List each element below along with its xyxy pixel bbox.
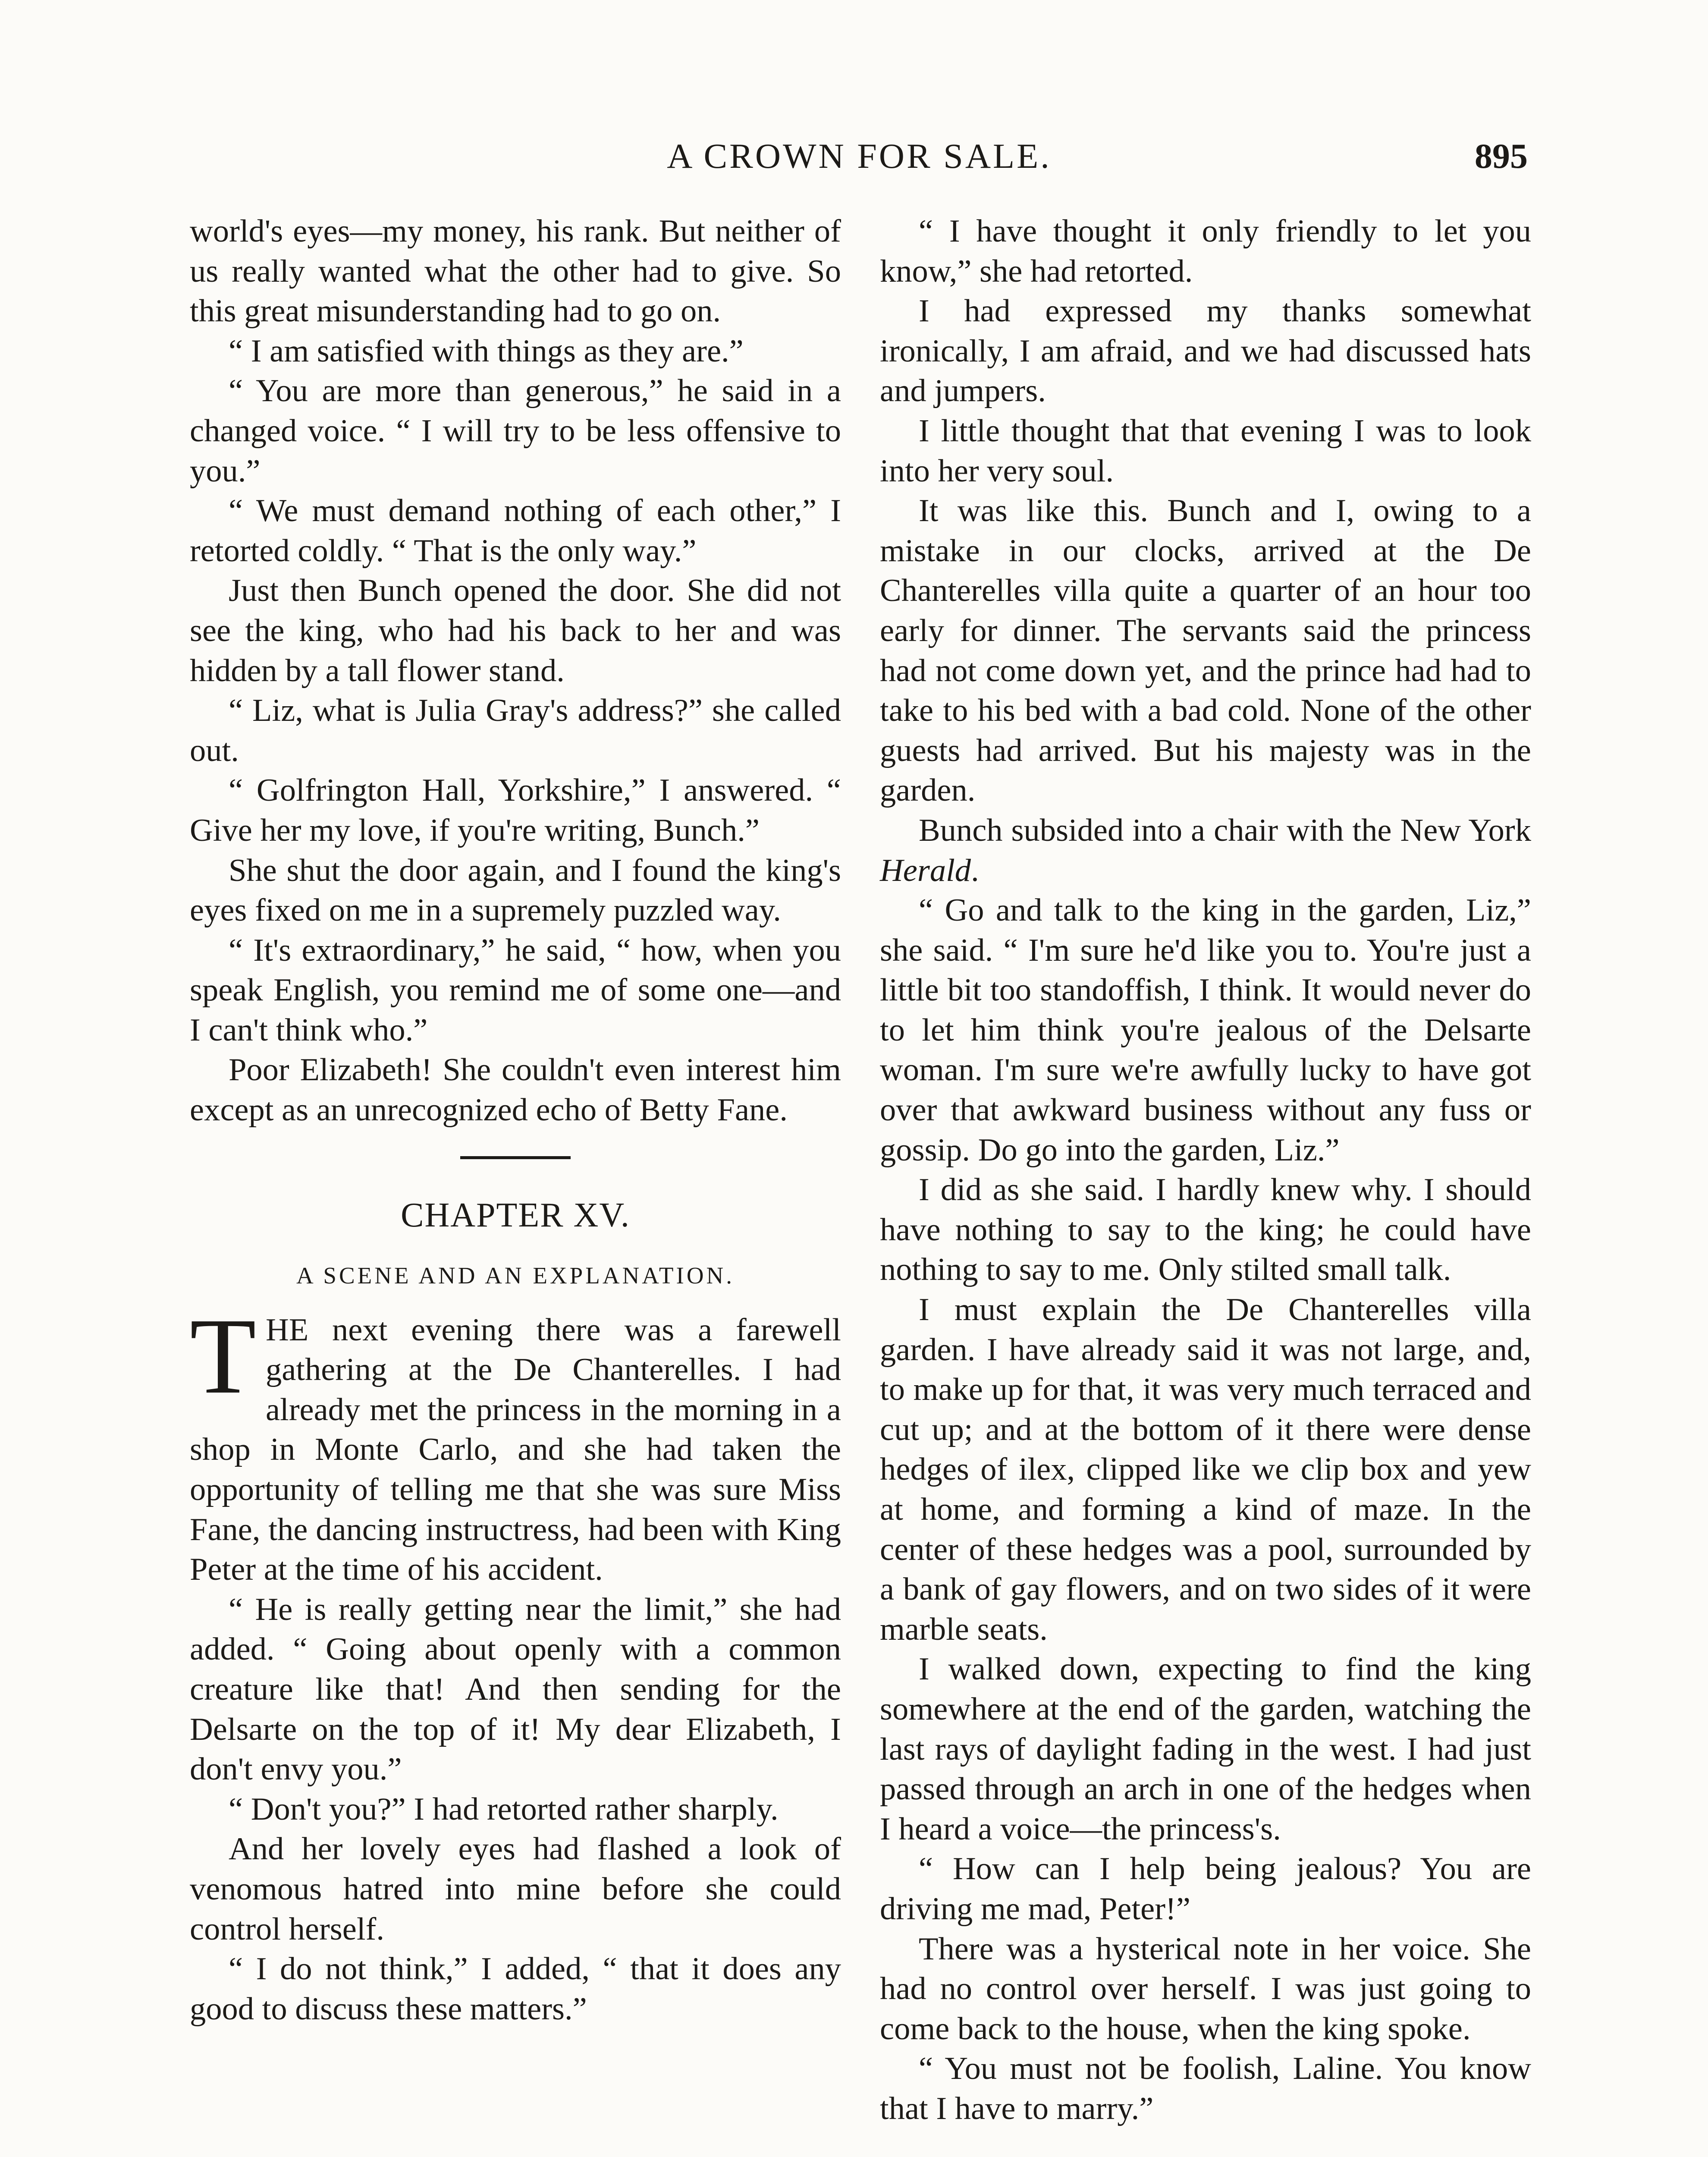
chapter-opening-paragraph <box>190 1295 841 1590</box>
paragraph: “ How can I help being jealous? You are driving me mad, Peter!” <box>880 1851 1531 1927</box>
paragraph-herald <box>880 811 1531 890</box>
paragraph: Just then Bunch opened the door. She did not see the king, who had his back to her and was hidden by a tall flower stand. <box>190 573 841 689</box>
paragraph: I had expressed my thanks somewhat ironically, I am afraid, and we had discussed hats and jumpers. <box>880 293 1531 409</box>
paragraph: “ Golfrington Hall, Yorkshire,” I answered. “ Give her my love, if you're writing, Bunch.” <box>190 773 841 848</box>
paragraph: She shut the door again, and I found the king's eyes fixed on me in a supremely puzzled way. <box>190 852 841 928</box>
chapter-subtitle: A SCENE AND AN EXPLANATION. <box>296 1262 735 1289</box>
newspaper-title: Herald <box>880 852 971 888</box>
paragraph: world's eyes—my money, his rank. But neither of us really wanted what the other had to give. So this great misunderstanding had to go on. <box>190 214 841 329</box>
running-title: A CROWN FOR SALE. <box>667 136 1052 176</box>
chapter-opening-text: HE next evening there was a farewell gathering at the De Chanterelles. I had already met the princess in the morning in a shop in Monte Carlo, and she had taken the opportunity of telling me that she was sure Miss Fane, the dancing instructress, had been with King Peter at the time of his accident. <box>190 1312 841 1588</box>
paragraph: Poor Elizabeth! She couldn't even interest him except as an unrecognized echo of Betty Fane. <box>190 1052 841 1128</box>
paragraph: “ I am satisfied with things as they are.” <box>229 333 744 369</box>
paragraph: I must explain the De Chanterelles villa garden. I have already said it was not large, and, to make up for that, it was very much terraced and cut up; and at the bottom of it there were dense hedges of ilex, clipped like we clip box and yew at home, and forming a kind of maze. In the center of these hedges was a pool, surrounded by a bank of gay flowers, and on two sides of it were marble seats. <box>880 1292 1531 1647</box>
chapter-title: CHAPTER XV. <box>401 1196 630 1234</box>
left-column <box>190 211 841 2029</box>
paragraph: “ Liz, what is Julia Gray's address?” she called out. <box>190 693 841 768</box>
running-head <box>191 135 1528 182</box>
paragraph: I walked down, expecting to find the king somewhere at the end of the garden, watching the last rays of daylight fading in the west. I had just passed through an arch in one of the hedges when I heard a voice—the princess's. <box>880 1651 1531 1847</box>
paragraph: “ We must demand nothing of each other,” I retorted coldly. “ That is the only way.” <box>190 493 841 569</box>
section-divider <box>460 1156 571 1159</box>
paragraph: “ You are more than generous,” he said in a changed voice. “ I will try to be less offensive to you.” <box>190 373 841 489</box>
page-number: 895 <box>1475 136 1528 176</box>
paragraph: It was like this. Bunch and I, owing to a mistake in our clocks, arrived at the De Chanterelles villa quite a quarter of an hour too early for dinner. The servants said the princess had not come down yet, and the prince had had to take to his bed with a bad cold. None of the other guests had arrived. But his majesty was in the garden. <box>880 493 1531 808</box>
right-column <box>880 211 1531 2129</box>
drop-cap: T <box>190 1295 256 1416</box>
herald-end-text: . <box>971 852 979 888</box>
paragraph: “ Don't you?” I had retorted rather sharply. <box>229 1791 779 1827</box>
paragraph: I little thought that that evening I was to look into her very soul. <box>880 413 1531 489</box>
paragraph: There was a hysterical note in her voice. She had no control over herself. I was just going to come back to the house, when the king spoke. <box>880 1931 1531 2047</box>
paragraph: “ I have thought it only friendly to let you know,” she had retorted. <box>880 214 1531 289</box>
herald-lead-text: Bunch subsided into a chair with the New York <box>919 812 1531 848</box>
paragraph: “ I do not think,” I added, “ that it does any good to discuss these matters.” <box>190 1951 841 2027</box>
paragraph: “ He is really getting near the limit,” she had added. “ Going about openly with a common creature like that! And then sending for the Delsarte on the top of it! My dear Elizabeth, I don't envy you.” <box>190 1591 841 1787</box>
paragraph: I did as she said. I hardly knew why. I should have nothing to say to the king; he could have nothing to say to me. Only stilted small talk. <box>880 1172 1531 1288</box>
paragraph: “ You must not be foolish, Laline. You know that I have to marry.” <box>880 2051 1531 2126</box>
paragraph: “ It's extraordinary,” he said, “ how, when you speak English, you remind me of some one—and I can't think who.” <box>190 932 841 1048</box>
paragraph: “ Go and talk to the king in the garden, Liz,” she said. “ I'm sure he'd like you to. You're just a little bit too standoffish, I think. It would never do to let him think you're jealous of the Delsarte woman. I'm sure we're awfully lucky to have got over that awkward business without any fuss or gossip. Do go into the garden, Liz.” <box>880 893 1531 1168</box>
paragraph: And her lovely eyes had flashed a look of venomous hatred into mine before she could control herself. <box>190 1831 841 1947</box>
